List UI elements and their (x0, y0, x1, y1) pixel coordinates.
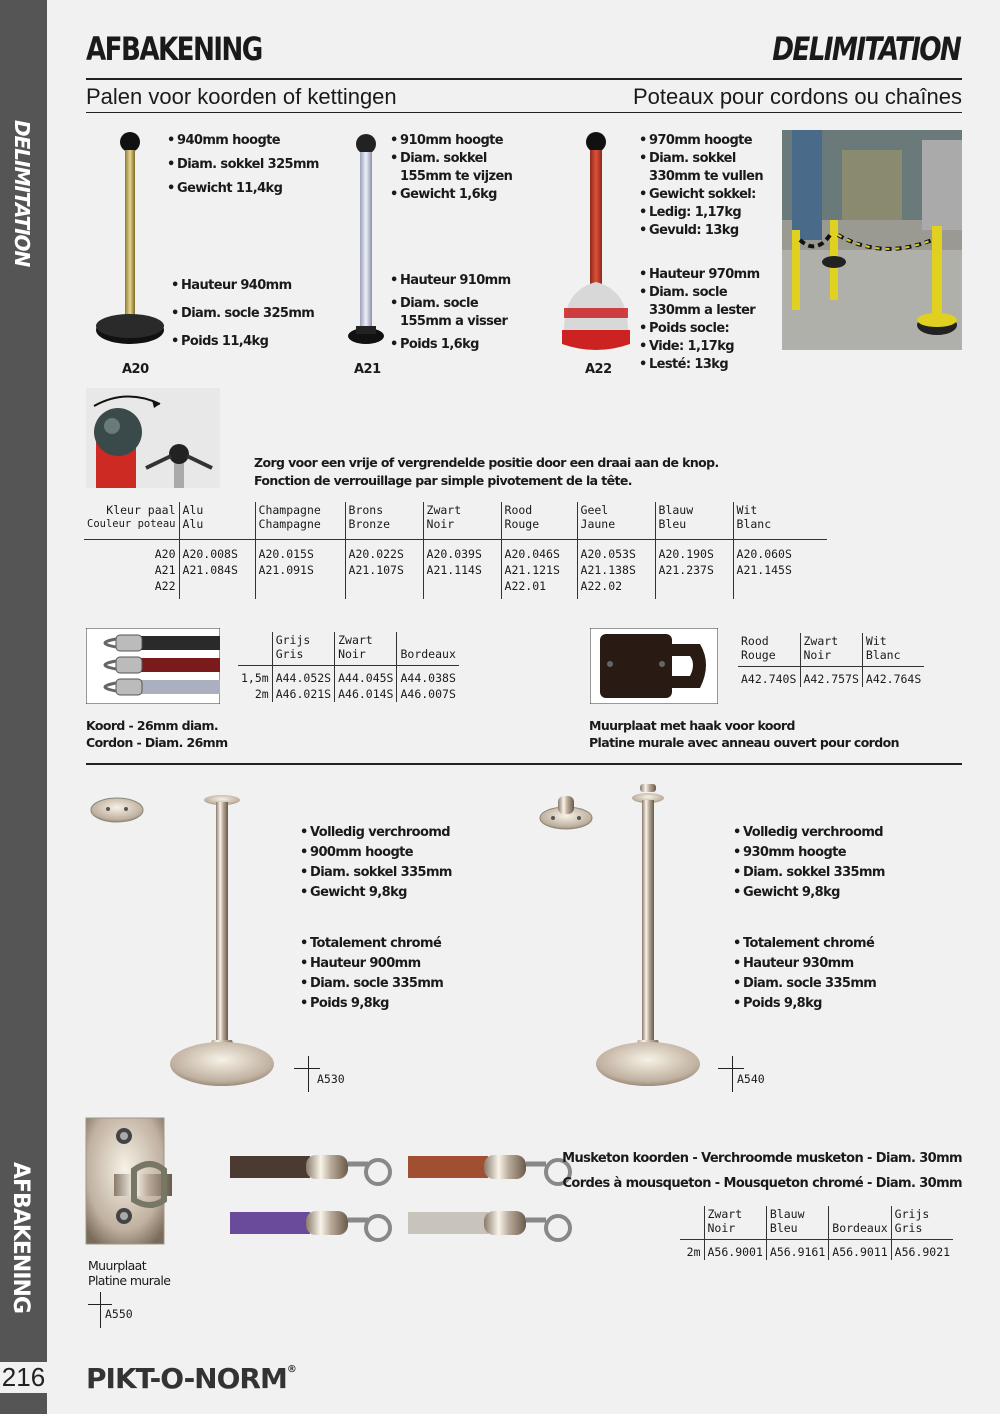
spec-item: • Volledig verchroomd (733, 823, 885, 843)
color-col-nl: Blauw (658, 503, 694, 517)
chrome-post-a530-photo (166, 790, 278, 1090)
wallplate-caption-fr: Platine murale (88, 1273, 171, 1288)
article-code: A20.015S (255, 546, 345, 562)
hook-col-nl: Zwart (803, 634, 839, 648)
spec-item: • Hauteur 910mm (390, 272, 520, 290)
cord-caption-fr: Cordon - Diam. 26mm (86, 735, 228, 750)
musketon-col-fr: Bleu (769, 1221, 798, 1235)
subtitle-rule (86, 112, 962, 113)
section-rule (86, 763, 962, 765)
a540-specs-nl (733, 823, 885, 903)
chrome-top-cap-a540 (536, 788, 596, 832)
model-label-a550: A550 (105, 1307, 133, 1321)
article-code: A20.039S (423, 546, 501, 562)
article-code: A56.9021 (891, 1244, 953, 1260)
a530-specs-nl (300, 823, 452, 903)
spec-item: • Hauteur 940mm (171, 277, 314, 295)
a22-specs-fr (639, 266, 769, 374)
musketon-cord-bordeaux-photo (406, 1148, 576, 1188)
musketon-col-nl: Grijs (894, 1207, 930, 1221)
cord-caption-nl: Koord - 26mm diam. (86, 718, 219, 733)
spec-item: • Diam. sokkel 335mm (733, 863, 885, 883)
model-label-a21: A21 (354, 362, 381, 377)
a21-specs-nl (390, 132, 520, 204)
color-col-fr: Noir (426, 517, 455, 531)
color-col-nl: Wit (736, 503, 758, 517)
table-row (238, 670, 459, 686)
article-code (655, 578, 733, 599)
table-row (84, 578, 827, 599)
brand-logo (86, 1362, 296, 1395)
cord-col-nl: Grijs (275, 633, 311, 647)
model-label-a22: A22 (585, 362, 612, 377)
musketon-cord-blue-photo (228, 1204, 394, 1244)
color-col-nl: Geel (580, 503, 609, 517)
lock-knob-photo (86, 388, 220, 488)
a20-specs-fr (171, 277, 314, 351)
spec-item: • Volledig verchroomd (300, 823, 452, 843)
hook-col-nl: Rood (741, 634, 769, 648)
color-col-nl: Rood (504, 503, 533, 517)
page-title-fr: DELIMITATION (772, 30, 960, 68)
wallplate-a550-photo (84, 1114, 176, 1248)
spec-item: • Diam. socle 325mm (171, 305, 314, 323)
article-code: A21.084S (179, 562, 255, 578)
wallplate-hook-caption-fr: Platine murale avec anneau ouvert pour cordon (589, 735, 899, 750)
article-code (733, 578, 827, 599)
article-code: A46.007S (397, 686, 459, 702)
table-row (84, 562, 827, 578)
spec-item-plain: • Vide: 1,17kg (639, 338, 769, 356)
spec-item: • Gewicht 11,4kg (167, 180, 319, 198)
sidebar-top-label: DELIMITATION (10, 120, 34, 267)
table-row (680, 1244, 953, 1260)
musketon-cord-grey-photo (406, 1204, 576, 1244)
spec-item: • Diam. socle 335mm (300, 974, 443, 994)
a22-specs-nl (639, 132, 769, 240)
article-code: A20.190S (655, 546, 733, 562)
color-col-fr: Jaune (580, 517, 616, 531)
musketon-col-nl: Blauw (769, 1207, 805, 1221)
color-col-nl: Alu (182, 503, 204, 517)
post-color-table (84, 502, 827, 599)
article-code (255, 578, 345, 599)
spec-item-plain: • Ledig: 1,17kg (639, 204, 769, 222)
wallplate-hook-caption-nl: Muurplaat met haak voor koord (589, 718, 795, 733)
cord-photo (86, 628, 220, 704)
warehouse-photo (782, 130, 962, 350)
spec-item: • Poids 9,8kg (733, 994, 876, 1014)
spec-item: • Hauteur 970mm (639, 266, 769, 284)
spec-item: • Hauteur 930mm (733, 954, 876, 974)
page-number: 216 (1, 1362, 46, 1392)
color-col-fr: Bronze (348, 517, 391, 531)
color-col-fr: Blanc (736, 517, 772, 531)
post-a20-photo (92, 130, 168, 348)
cord-col-fr: Gris (275, 647, 304, 661)
musketon-table (680, 1206, 953, 1260)
spec-item: • 930mm hoogte (733, 843, 885, 863)
spec-item-plain: • Gevuld: 13kg (639, 222, 769, 240)
article-code: A42.757S (800, 671, 862, 687)
article-code: A42.740S (741, 671, 797, 686)
hook-col-nl: Wit (865, 634, 887, 648)
cord-col-nl (400, 633, 456, 647)
model-label-a540: A540 (737, 1072, 765, 1086)
article-code: A56.9011 (829, 1244, 891, 1260)
table-row (84, 546, 827, 562)
musketon-col-fr: Gris (894, 1221, 923, 1235)
musketon-title-nl: Musketon koorden - Verchroomde musketon - Diam. 30mm (562, 1151, 962, 1166)
cord-table (238, 632, 459, 702)
musketon-length: 2m (686, 1244, 701, 1259)
spec-item: • 940mm hoogte (167, 132, 319, 150)
hook-col-fr: Blanc (865, 648, 901, 662)
table-row (738, 671, 924, 687)
spec-item: • Diam. socle 155mm a visser (390, 295, 520, 331)
lock-note-fr: Fonction de verrouillage par simple pivotement de la tête. (254, 473, 632, 488)
article-code (179, 578, 255, 599)
cord-col-nl: Zwart (338, 633, 373, 647)
spec-item: • Hauteur 900mm (300, 954, 443, 974)
color-col-fr: Champagne (258, 517, 321, 531)
wallplate-caption-nl: Muurplaat (88, 1258, 146, 1273)
spec-item: • Diam. socle 330mm a lester (639, 284, 769, 320)
spec-item: • Gewicht 1,6kg (390, 186, 520, 204)
spec-item: • Diam. sokkel 155mm te vijzen (390, 150, 520, 186)
a20-specs-nl (167, 132, 319, 198)
cord-length: 2m (254, 686, 269, 701)
spec-item: • Poids 9,8kg (300, 994, 443, 1014)
subtitle-nl: Palen voor koorden of kettingen (86, 84, 397, 109)
chrome-post-a540-photo (592, 782, 704, 1090)
spec-item: • Totalement chromé (300, 934, 443, 954)
color-col-fr: Bleu (658, 517, 687, 531)
spec-item: • Poids 1,6kg (390, 336, 520, 354)
musketon-col-nl: Zwart (707, 1207, 743, 1221)
model-label-a20: A20 (122, 362, 149, 377)
article-code: A56.9001 (704, 1244, 766, 1260)
article-code: A22.02 (577, 578, 655, 599)
color-table-label-fr: Couleur poteau (87, 518, 176, 530)
article-code: A20.008S (179, 546, 255, 562)
header-rule (86, 78, 962, 80)
article-code: A44.045S (335, 670, 397, 686)
article-code: A21.145S (733, 562, 827, 578)
row-model: A20 (154, 546, 176, 561)
spec-item: • Poids 11,4kg (171, 333, 314, 351)
page-title-nl: AFBAKENING (86, 30, 262, 68)
musketon-col-nl (832, 1207, 887, 1221)
spec-item: • Gewicht 9,8kg (300, 883, 452, 903)
spec-item: • Poids socle: (639, 320, 769, 338)
hook-col-fr: Rouge (741, 648, 776, 662)
color-col-nl: Champagne (258, 503, 321, 517)
spec-item: • Diam. socle 335mm (733, 974, 876, 994)
registered-mark: ® (286, 1364, 296, 1375)
model-label-a530: A530 (317, 1072, 345, 1086)
color-col-nl: Zwart (426, 503, 462, 517)
article-code: A21.107S (345, 562, 423, 578)
article-code: A44.038S (397, 670, 459, 686)
spec-item: • Diam. sokkel 330mm te vullen (639, 150, 769, 186)
color-col-fr: Rouge (504, 517, 540, 531)
article-code: A22.01 (501, 578, 577, 599)
musketon-cord-black-photo (228, 1148, 394, 1188)
table-row (238, 686, 459, 702)
spec-item: • Totalement chromé (733, 934, 876, 954)
cord-col-fr: Noir (338, 647, 366, 661)
cord-col-fr: Bordeaux (400, 647, 456, 661)
article-code: A44.052S (272, 670, 334, 686)
article-code: A21.237S (655, 562, 733, 578)
musketon-col-fr: Noir (707, 1221, 736, 1235)
spec-item: • Diam. sokkel 335mm (300, 863, 452, 883)
article-code: A42.764S (862, 671, 924, 687)
brand-logo-text: PIKT-O-NORM (86, 1362, 287, 1395)
article-code: A46.021S (272, 686, 334, 702)
color-col-nl: Brons (348, 503, 384, 517)
spec-item: • Gewicht 9,8kg (733, 883, 885, 903)
lock-note-nl: Zorg voor een vrije of vergrendelde positie door een draai aan de knop. (254, 455, 719, 470)
wallplate-hook-table (738, 633, 924, 687)
article-code: A21.091S (255, 562, 345, 578)
a540-specs-fr (733, 934, 876, 1014)
color-col-fr: Alu (182, 517, 204, 531)
cord-length: 1,5m (241, 670, 269, 685)
spec-item: • 900mm hoogte (300, 843, 452, 863)
spec-item: • 970mm hoogte (639, 132, 769, 150)
musketon-col-fr: Bordeaux (832, 1221, 888, 1235)
musketon-title-fr: Cordes à mousqueton - Mousqueton chromé - Diam. 30mm (562, 1176, 962, 1191)
wallplate-hook-photo (590, 628, 718, 704)
spec-item-plain: • Lesté: 13kg (639, 356, 769, 374)
hook-col-fr: Noir (803, 648, 832, 662)
post-a21-photo (344, 130, 388, 348)
article-code: A21.114S (423, 562, 501, 578)
article-code: A20.053S (577, 546, 655, 562)
article-code: A20.060S (733, 546, 827, 562)
article-code: A46.014S (335, 686, 397, 702)
spec-item: • 910mm hoogte (390, 132, 520, 150)
article-code: A56.9161 (766, 1244, 828, 1260)
row-model: A21 (154, 562, 176, 577)
a21-specs-fr (390, 272, 520, 354)
a530-specs-fr (300, 934, 443, 1014)
article-code (345, 578, 423, 599)
article-code: A20.022S (345, 546, 423, 562)
spec-item: • Diam. sokkel 325mm (167, 156, 319, 174)
post-a22-photo (558, 130, 634, 352)
article-code: A21.138S (577, 562, 655, 578)
article-code: A21.121S (501, 562, 577, 578)
article-code (423, 578, 501, 599)
chrome-top-cap-a530 (88, 790, 146, 826)
article-code: A20.046S (501, 546, 577, 562)
subtitle-fr: Poteaux pour cordons ou chaînes (632, 84, 962, 109)
spec-item: • Gewicht sokkel: (639, 186, 769, 204)
row-model: A22 (154, 578, 176, 593)
color-table-label-nl: Kleur paal (106, 503, 176, 517)
sidebar-bottom-label: AFBAKENING (8, 1162, 33, 1313)
